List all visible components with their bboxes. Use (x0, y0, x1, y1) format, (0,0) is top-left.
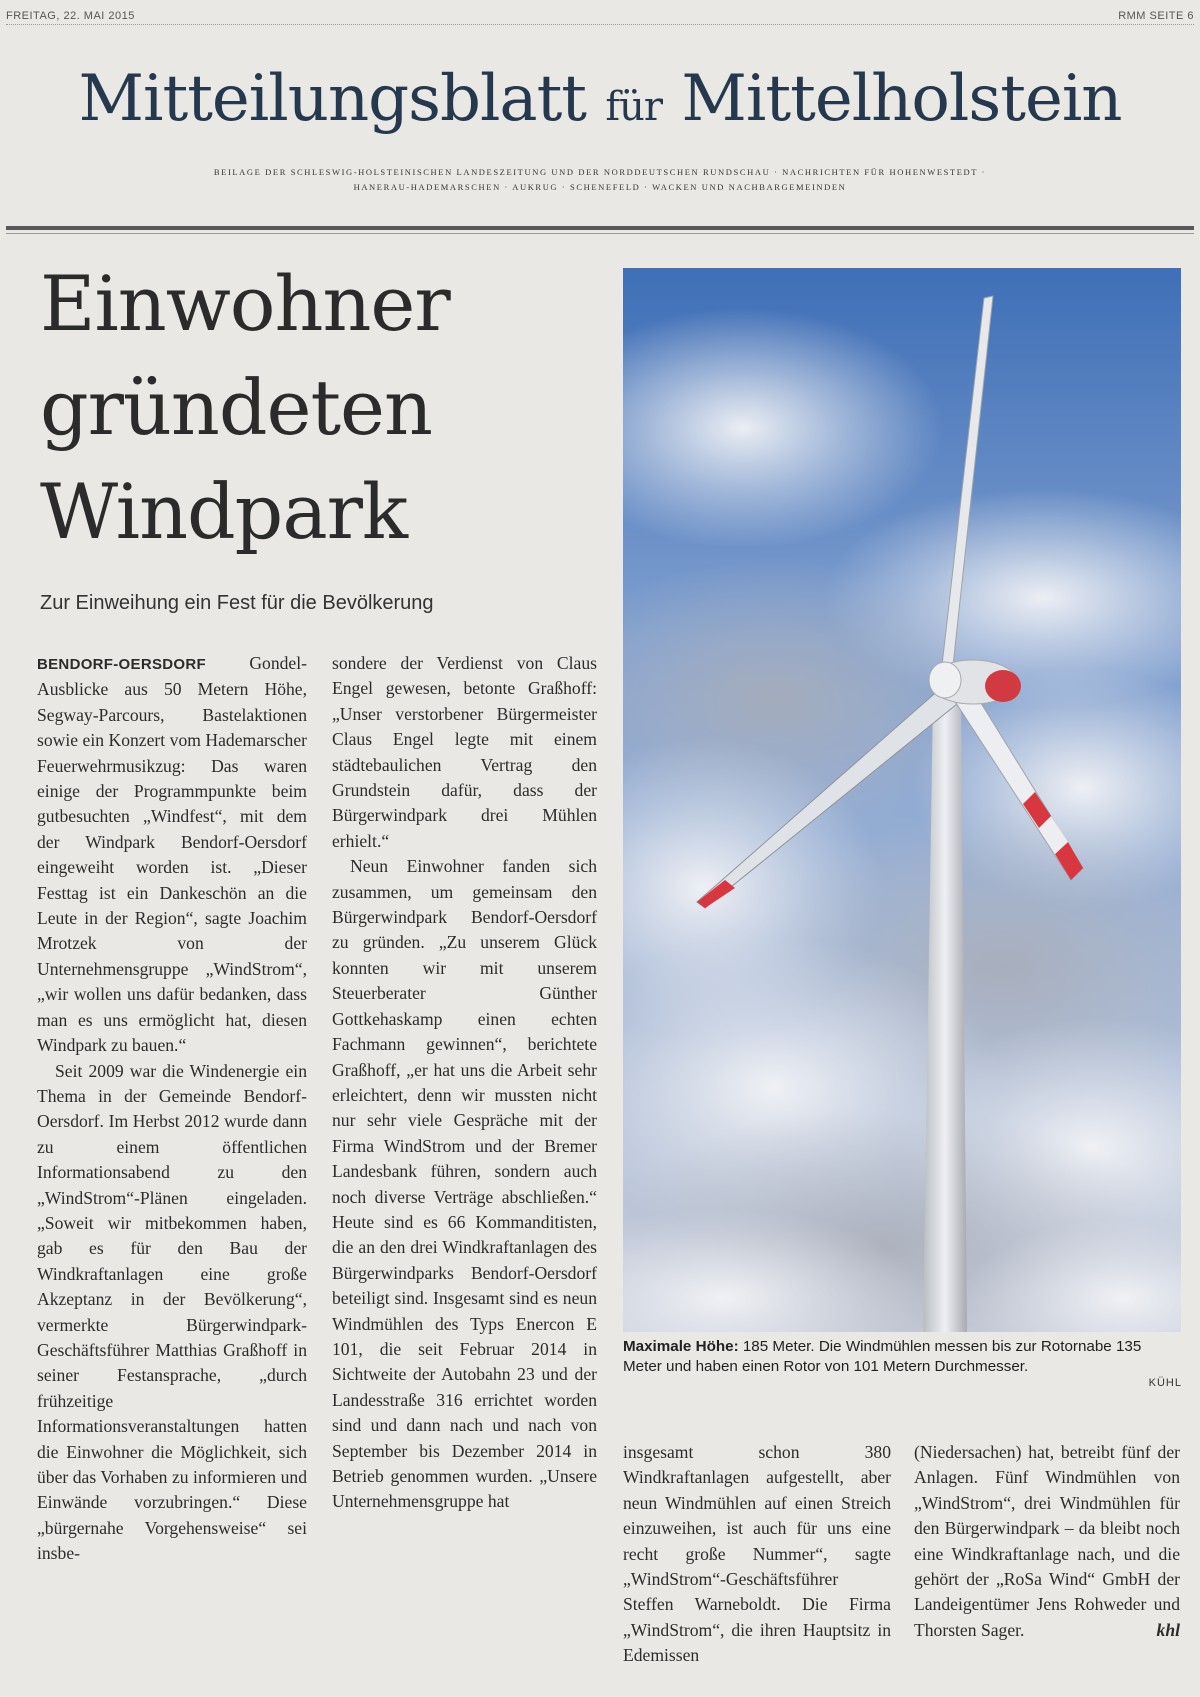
article-subheadline: Zur Einweihung ein Fest für die Bevölkerung (40, 592, 434, 614)
author-initials: khl (1156, 1619, 1180, 1640)
caption-lead: Maximale Höhe: (623, 1338, 739, 1355)
article-text: Gondel-Ausblicke aus 50 Metern Höhe, Segway-Parcours, Bastelaktionen sowie ein Konzert vom Hademarscher Feuerwehrmusikzug: Das waren einige der Programmpunkte beim gutbesuchten „Windfest“, mit dem der Windpark Bendorf-Oersdorf eingeweiht worden ist. „Dieser Festtag ist ein Dankeschön an die Leute in der Region“, sagte Joachim Mrotzek von der Unternehmensgruppe „WindStrom“, „wir wollen uns dafür bedanken, dass man es uns ermöglicht hat, diesen Windpark zu bauen.“ (37, 653, 307, 1056)
photo-credit: KÜHL (1148, 1377, 1182, 1389)
masthead-title-part1: Mitteilungsblatt (78, 62, 606, 136)
article-headline (40, 252, 600, 564)
article-paragraph: sondere der Verdienst von Claus Engel gewesen, betonte Graßhoff: „Unser verstorbener Bürgermeister Claus Engel legte mit einem städtebaulichen Vertrag den Grundstein dafür, dass der Bürgerwindpark drei Mühlen erhielt.“ (332, 653, 597, 851)
article-column-4 (914, 1440, 1180, 1643)
issue-date: FREITAG, 22. MAI 2015 (6, 10, 135, 22)
article-paragraph: Seit 2009 war die Windenergie ein Thema in der Gemeinde Bendorf-Oersdorf. Im Herbst 2012 wurde dann zu einem öffentlichen Informationsabend zu den „WindStrom“-Plänen eingeladen. „Soweit wir mitbekommen haben, gab es für den Bau der Windkraftanlagen eine große Akzeptanz in der Bevölkerung“, vermerkte Bürgerwindpark-Geschäftsführer Matthias Graßhoff in seiner Festansprache, „durch frühzeitige Informationsveranstaltungen hatten die Einwohner die Möglichkeit, sich über das Vorhaben zu informieren und Einwände vorzubringen.“ Diese „bürgernahe Vorgehensweise“ sei insbe- (37, 1060, 307, 1564)
page-header-bar (6, 8, 1194, 25)
masthead-title (0, 62, 1200, 136)
wind-turbine-photo (623, 268, 1181, 1332)
wind-turbine-image (623, 268, 1181, 1332)
masthead-title-part2: Mittelholstein (662, 62, 1122, 136)
masthead-title-fuer: für (605, 84, 663, 130)
article-paragraph (37, 651, 307, 1059)
masthead-subtitle-line2: HANERAU-HADEMARSCHEN · AUKRUG · SCHENEFELD · WACKEN UND NACHBARGEMEINDEN (353, 182, 847, 192)
article-paragraph: insgesamt schon 380 Windkraftanlagen aufgestellt, aber neun Windmühlen auf einen Streich einzuweihen, ist auch für uns eine recht große Nummer“, sagte „WindStrom“-Geschäftsführer Steffen Warneboldt. Die Firma „WindStrom“, die ihren Hauptsitz in Edemissen (623, 1442, 891, 1666)
headline-line: Windpark (40, 467, 408, 556)
headline-line: gründeten (40, 363, 432, 452)
masthead-rule-thin (6, 233, 1194, 234)
headline-line: Einwohner (40, 259, 450, 348)
photo-caption (623, 1337, 1181, 1377)
masthead-subtitle-line1: BEILAGE DER SCHLESWIG-HOLSTEINISCHEN LANDESZEITUNG UND DER NORDDEUTSCHEN RUNDSCHAU · NACHRICHTEN FÜR HOHENWESTEDT · (213, 167, 987, 177)
article-paragraph (914, 1440, 1180, 1643)
article-text: (Niedersachen) hat, betreibt fünf der Anlagen. Fünf Windmühlen von „WindStrom“, drei Windmühlen für den Bürgerwindpark – da bleibt noch eine Windkraftanlage nach, und die gehört der „RoSa Wind“ GmbH der Landeigentümer Jens Rohweder und Thorsten Sager. (914, 1442, 1180, 1640)
article-column-1 (37, 651, 307, 1567)
article-column-2 (332, 651, 597, 1515)
masthead-rule (6, 226, 1194, 230)
article-column-3 (623, 1440, 891, 1669)
caption-text: 185 Meter. Die Windmühlen messen bis zur Rotornabe 135 Meter und haben einen Rotor von 101 Metern Durchmesser. (623, 1338, 1142, 1375)
article-dateline: BENDORF-OERSDORF (37, 656, 206, 673)
article-paragraph: Neun Einwohner fanden sich zusammen, um gemeinsam den Bürgerwindpark Bendorf-Oersdorf zu gründen. „Zu unserem Glück konnten wir mit unserem Steuerberater Günther Gottkehaskamp einen echten Fachmann gewinnen“, berichtete Graßhoff, „er hat uns die Arbeit sehr erleichtert, denn wir mussten nicht nur sehr viele Gespräche mit der Firma WindStrom und der Bremer Landesbank führen, sondern auch noch diverse Verträge abschließen.“ Heute sind es 66 Kommanditisten, die an den drei Windkraftanlagen des Bürgerwindparks Bendorf-Oersdorf beteiligt sind. Insgesamt sind es neun Windmühlen des Typs Enercon E 101, die seit Februar 2014 in Sichtweite der Autobahn 23 und der Landesstraße 316 errichtet worden sind und dann nach und nach von September bis Dezember 2014 in Betrieb genommen wurden. „Unsere Unternehmensgruppe hat (332, 856, 597, 1512)
page-number: RMM SEITE 6 (1118, 10, 1194, 22)
masthead-subtitle (70, 165, 1130, 195)
